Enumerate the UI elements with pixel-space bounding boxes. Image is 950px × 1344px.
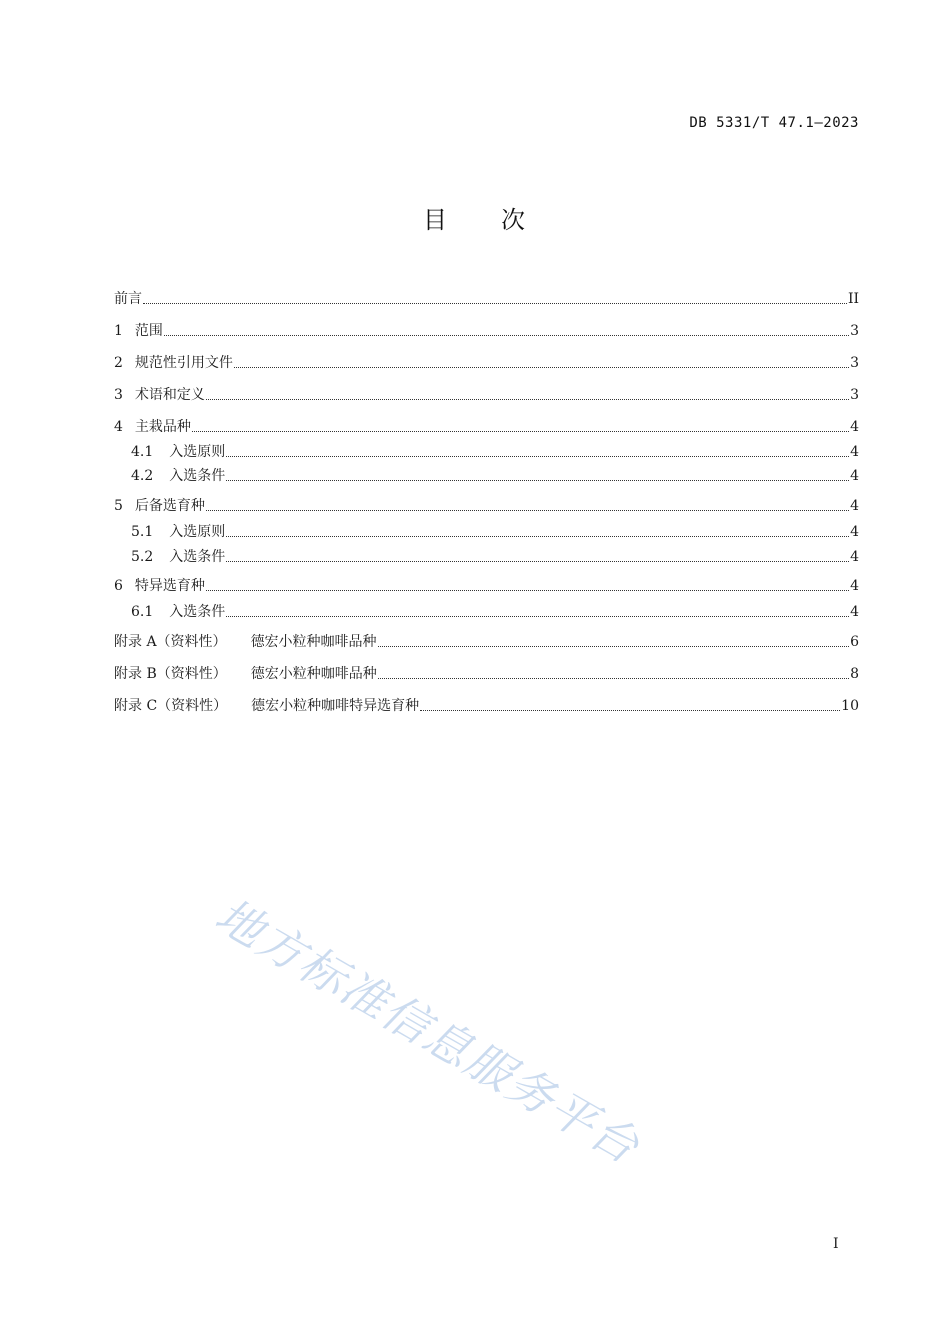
toc-entry-number: 3 — [114, 387, 123, 403]
toc-leader-dots — [226, 536, 849, 537]
toc-leader-dots — [234, 367, 849, 368]
toc-entry-5-1[interactable] — [114, 518, 859, 542]
toc-entry-number: 6.1 — [131, 604, 154, 620]
toc-entry-number: 5.1 — [131, 524, 154, 540]
toc-entry-page: 10 — [841, 698, 859, 714]
toc-entry-label: 主栽品种 — [134, 419, 191, 435]
toc-entry-label: 特异选育种 — [134, 578, 205, 594]
toc-entry-label: 德宏小粒种咖啡品种 — [250, 634, 377, 650]
toc-leader-dots — [206, 510, 849, 511]
toc-entry-label: 范围 — [134, 323, 163, 339]
toc-entry-number: 1 — [114, 323, 123, 339]
page-title — [0, 200, 950, 235]
toc-leader-dots — [206, 399, 849, 400]
toc-entry-page: 3 — [850, 355, 859, 371]
toc-entry-appendix-b[interactable] — [114, 660, 859, 684]
document-code: DB 5331/T 47.1—2023 — [689, 115, 859, 131]
toc-leader-dots — [206, 590, 849, 591]
toc-entry-3[interactable] — [114, 381, 859, 405]
toc-entry-page: 3 — [850, 323, 859, 339]
toc-entry-number: 4 — [114, 419, 123, 435]
toc-entry-label: 德宏小粒种咖啡特异选育种 — [251, 698, 420, 714]
toc-entry-6-1[interactable] — [114, 598, 859, 622]
toc-leader-dots — [226, 456, 849, 457]
toc-entry-label: 规范性引用文件 — [134, 355, 233, 371]
toc-entry-label: 德宏小粒种咖啡品种 — [250, 666, 377, 682]
toc-entry-number: 2 — [114, 355, 123, 371]
toc-entry-number: 4.1 — [131, 444, 154, 460]
toc-leader-dots — [420, 710, 840, 711]
toc-entry-page: 4 — [850, 578, 859, 594]
toc-entry-label: 术语和定义 — [134, 387, 205, 403]
toc-entry-page: 8 — [850, 666, 859, 682]
toc-entry-page: 6 — [850, 634, 859, 650]
toc-leader-dots — [378, 646, 850, 647]
toc-entry-5-2[interactable] — [114, 543, 859, 567]
toc-entry-page: 4 — [850, 549, 859, 565]
toc-appendix-prefix: 附录 B（资料性） — [114, 666, 227, 682]
page-number: I — [833, 1236, 839, 1252]
toc-entry-foreword[interactable] — [114, 285, 859, 309]
toc-entry-page: 4 — [850, 419, 859, 435]
toc-entry-number: 5 — [114, 498, 123, 514]
toc-entry-page: 4 — [850, 604, 859, 620]
toc-entry-5[interactable] — [114, 492, 859, 516]
toc-appendix-prefix: 附录 C（资料性） — [114, 698, 228, 714]
toc-entry-label: 入选条件 — [169, 604, 226, 620]
page-title-part1: 目 — [423, 206, 449, 234]
toc-leader-dots — [226, 561, 849, 562]
toc-entry-label: 入选条件 — [169, 549, 226, 565]
toc-appendix-prefix: 附录 A（资料性） — [114, 634, 227, 650]
toc-entry-label: 入选原则 — [169, 524, 226, 540]
toc-entry-appendix-c[interactable] — [114, 692, 859, 716]
toc-entry-label: 后备选育种 — [134, 498, 205, 514]
toc-entry-appendix-a[interactable] — [114, 628, 859, 652]
toc-entry-number: 4.2 — [131, 468, 154, 484]
toc-leader-dots — [164, 335, 849, 336]
toc-entry-page: 4 — [850, 468, 859, 484]
toc-entry-1[interactable] — [114, 317, 859, 341]
toc-entry-6[interactable] — [114, 572, 859, 596]
toc-entry-4-1[interactable] — [114, 438, 859, 462]
toc-entry-label: 入选原则 — [169, 444, 226, 460]
toc-leader-dots — [378, 678, 849, 679]
page-title-part2: 次 — [501, 206, 527, 234]
toc-entry-page: 4 — [850, 444, 859, 460]
toc-entry-page: 4 — [850, 498, 859, 514]
toc-entry-number: 5.2 — [131, 549, 154, 565]
toc-entry-label: 前言 — [114, 291, 142, 307]
toc-entry-page: 4 — [850, 524, 859, 540]
toc-leader-dots — [192, 431, 849, 432]
toc-entry-number: 6 — [114, 578, 123, 594]
toc-leader-dots — [226, 616, 849, 617]
toc-leader-dots — [226, 480, 849, 481]
toc-entry-4-2[interactable] — [114, 462, 859, 486]
toc-leader-dots — [143, 303, 847, 304]
watermark: 地方标准信息服务平台 — [206, 887, 650, 1175]
toc-entry-4[interactable] — [114, 413, 859, 437]
toc-entry-2[interactable] — [114, 349, 859, 373]
toc-entry-label: 入选条件 — [169, 468, 226, 484]
toc-entry-page: II — [847, 291, 859, 307]
toc-entry-page: 3 — [850, 387, 859, 403]
